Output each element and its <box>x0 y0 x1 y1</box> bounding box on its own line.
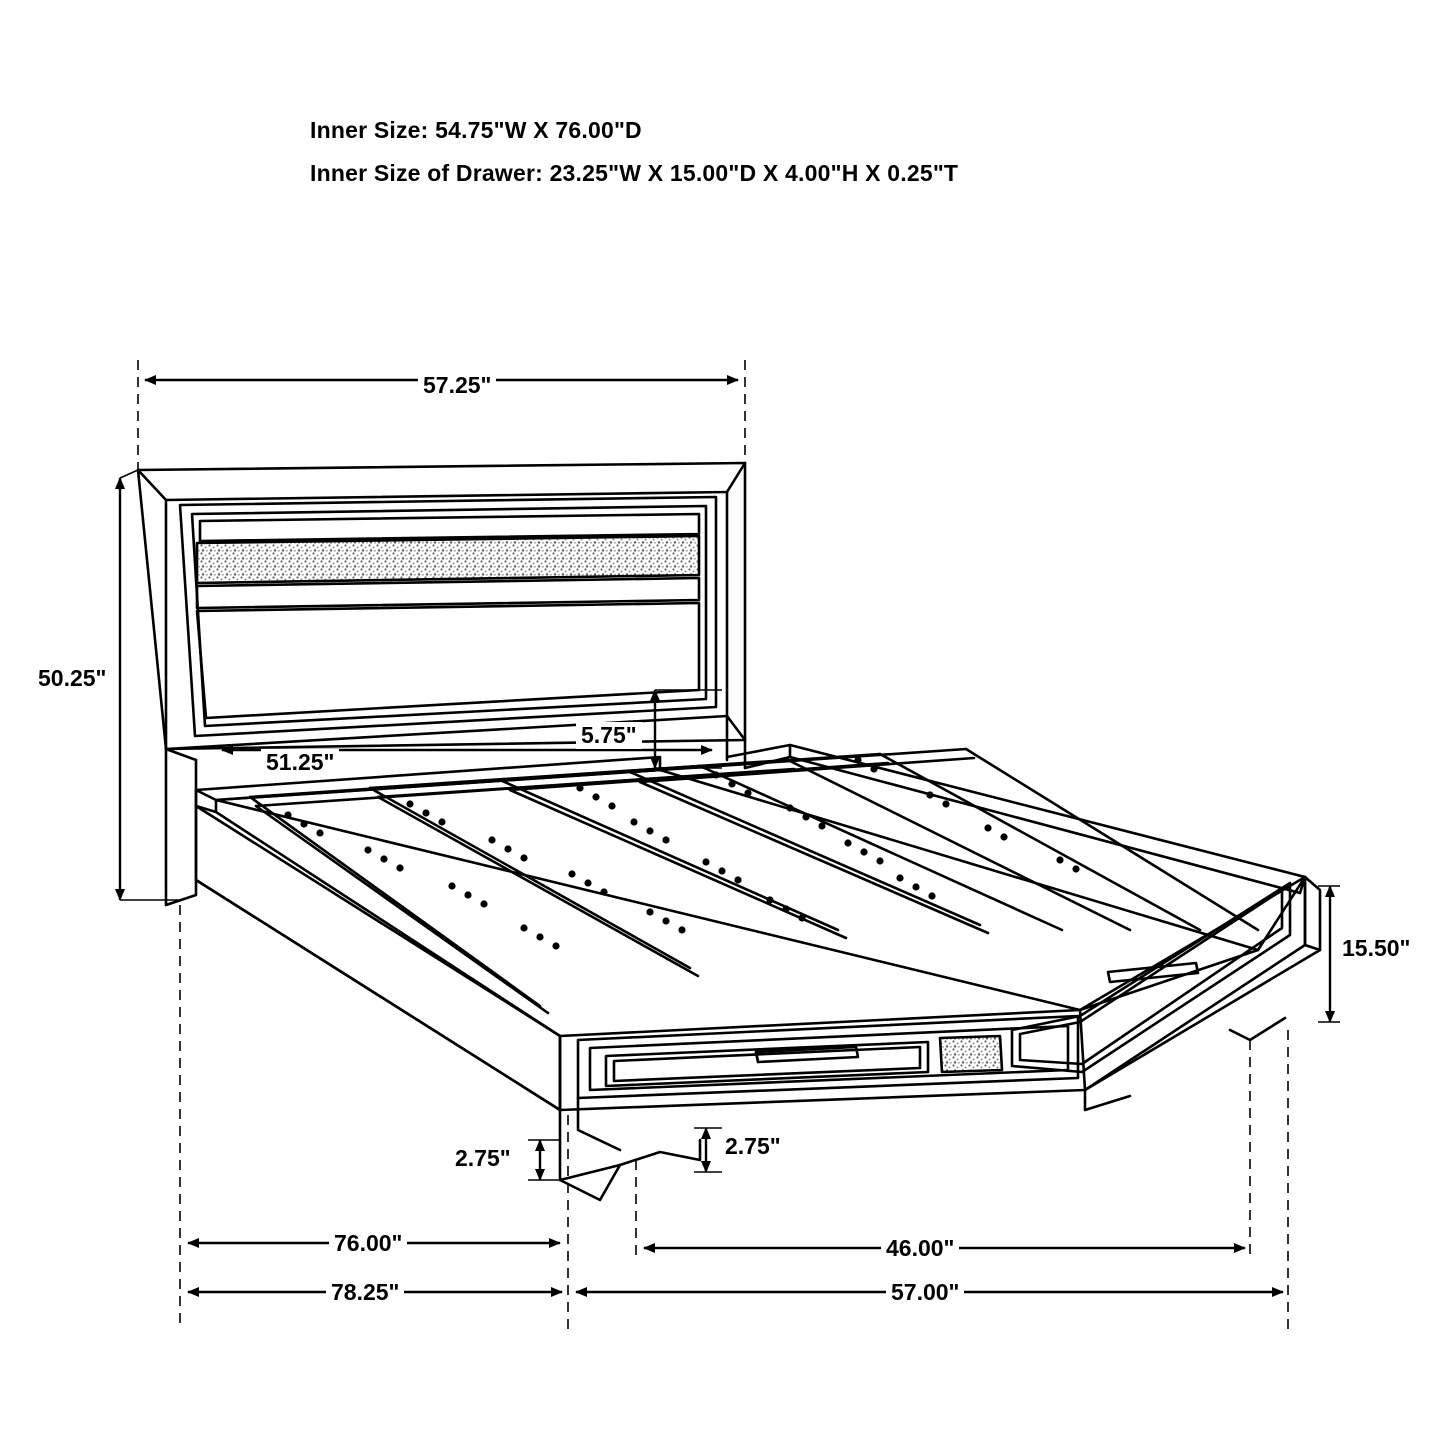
dim-footboard-width: 46.00" <box>881 1235 959 1262</box>
dim-rail-gap: 5.75" <box>576 722 642 749</box>
dim-headboard-inner: 51.25" <box>261 749 339 776</box>
dim-headboard-height: 50.25" <box>33 665 111 692</box>
dim-side-length: 76.00" <box>329 1230 407 1257</box>
dim-foot-clearance-left: 2.75" <box>450 1145 516 1172</box>
dim-foot-clearance-right: 2.75" <box>720 1133 786 1160</box>
dim-overall-length: 78.25" <box>326 1279 404 1306</box>
dim-overall-width: 57.00" <box>886 1279 964 1306</box>
inner-size-note: Inner Size: 54.75"W X 76.00"D <box>310 117 642 143</box>
inner-drawer-size-note: Inner Size of Drawer: 23.25"W X 15.00"D X 4.00"H X 0.25"T <box>310 160 959 186</box>
dim-width-top: 57.25" <box>418 372 496 399</box>
dim-footboard-height: 15.50" <box>1337 935 1415 962</box>
